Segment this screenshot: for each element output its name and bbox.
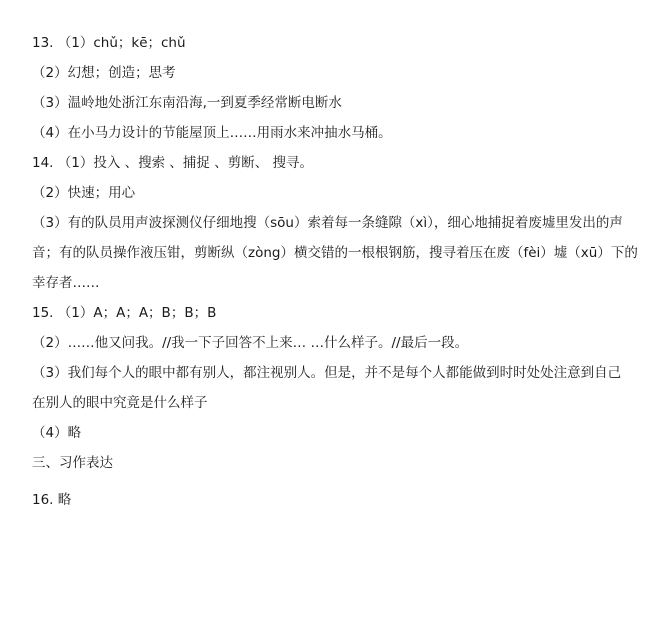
answer-13-part-1: 13. （1）chǔ；kē；chǔ [32,35,186,51]
answer-13-part-3: （3）温岭地处浙江东南沿海,一到夏季经常断电断水 [32,95,342,111]
answer-14-part-1: 14. （1）投入 、搜索 、捕捉 、剪断、 搜寻。 [32,155,314,171]
section-heading-writing: 三、习作表达 [32,455,113,471]
answer-15-part-4: （4）略 [32,425,82,441]
answer-14-part-3-line-1: （3）有的队员用声波探测仪仔细地搜（sōu）索着每一条缝隙（xì），细心地捕捉着废墟里发出的声 [32,215,623,231]
answer-14-part-3-line-2: 音；有的队员操作液压钳，剪断纵（zòng）横交错的一根根钢筋，搜寻着压在废（fèi）墟（xū）下的 [32,245,638,261]
answer-15-part-2: （2）……他又问我。//我一下子回答不上来… …什么样子。//最后一段。 [32,335,469,351]
answer-14-part-3-line-3: 幸存者…… [32,275,100,291]
answer-15-part-3-line-2: 在别人的眼中究竟是什么样子 [32,395,208,411]
answer-14-part-2: （2）快速；用心 [32,185,136,201]
answer-16: 16. 略 [32,492,72,508]
answer-13-part-4: （4）在小马力设计的节能屋顶上……用雨水来冲抽水马桶。 [32,125,392,141]
answer-13-part-2: （2）幻想；创造；思考 [32,65,176,81]
answer-15-part-3-line-1: （3）我们每个人的眼中都有别人，都注视别人。但是，并不是每个人都能做到时时处处注意到自己 [32,365,622,381]
answer-15-part-1: 15. （1）A；A；A；B；B；B [32,305,217,321]
